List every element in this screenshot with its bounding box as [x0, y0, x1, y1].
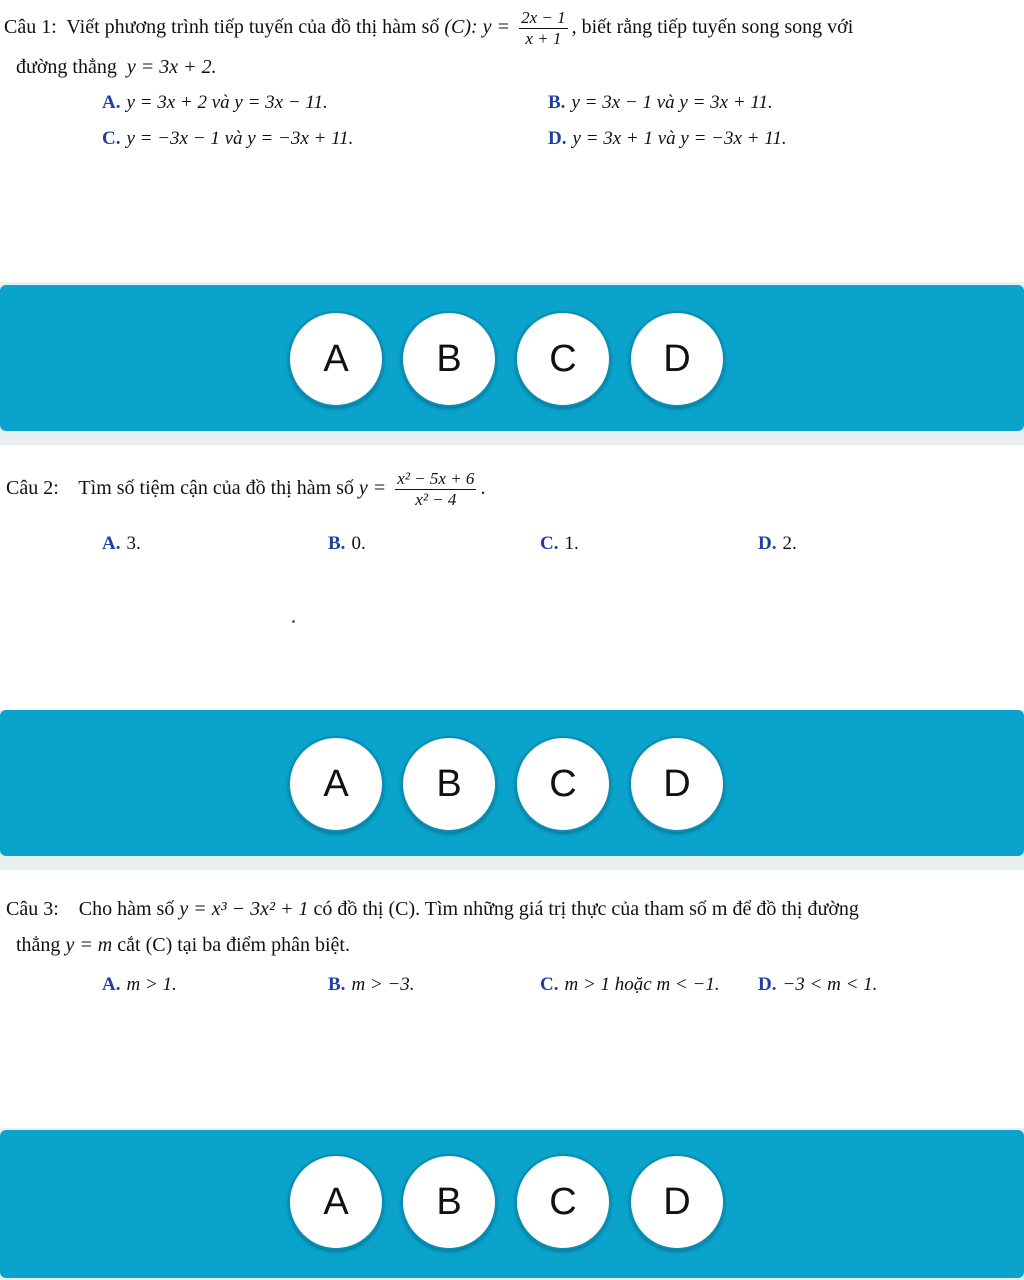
question-1-line-2: đường thẳng y = 3x + 2. — [16, 56, 217, 78]
question-1-option-b: B. y = 3x − 1 và y = 3x + 11. — [548, 92, 773, 113]
answer-c-button[interactable]: C — [515, 311, 611, 407]
question-2-line-1: Câu 2: Tìm số tiệm cận của đồ thị hàm số y = $\frac{\text{x² − 5x + 6}}{\text{x² − 4}}$ . — [6, 469, 486, 509]
question-3-option-c: C. m > 1 hoặc m < −1. — [540, 974, 720, 995]
question-1-fraction: $\frac{2x - 1}{x + 1}$ — [521, 8, 566, 48]
answer-b-button[interactable]: B — [401, 311, 497, 407]
question-1-text-after: , biết rằng tiếp tuyến song song với — [571, 16, 854, 39]
question-3-line-2: thẳng y = m cắt (C) tại ba điểm phân biệt. — [16, 934, 350, 956]
question-2-fraction: $\frac{\text{x² − 5x + 6}}{\text{x² − 4}}$ — [397, 469, 475, 509]
answer-d-button[interactable]: D — [629, 311, 725, 407]
answer-b-button[interactable]: B — [401, 1154, 497, 1250]
question-3-option-b: B. m > −3. — [328, 974, 415, 995]
question-2-text: Tìm số tiệm cận của đồ thị hàm số — [78, 477, 354, 500]
answer-a-button[interactable]: A — [288, 1154, 384, 1250]
answer-d-button[interactable]: D — [629, 1154, 725, 1250]
answer-c-button[interactable]: C — [515, 736, 611, 832]
answer-a-button[interactable]: A — [288, 736, 384, 832]
question-1-number: Câu 1: — [4, 16, 57, 39]
question-1-fn-prefix: (C): y = — [444, 16, 511, 39]
question-card-1 — [0, 0, 1024, 282]
question-1-option-c: C. y = −3x − 1 và y = −3x + 11. — [102, 128, 354, 149]
answer-a-button[interactable]: A — [288, 311, 384, 407]
stray-dot — [292, 620, 295, 623]
question-2-option-a: A. 3. — [102, 533, 141, 554]
question-3-line-1: Câu 3: Cho hàm số y = x³ − 3x² + 1 có đồ thị (C). Tìm những giá trị thực của tham số m để đồ thị đường — [6, 898, 859, 920]
question-2-option-b: B. 0. — [328, 533, 366, 554]
question-1-option-a: A. y = 3x + 2 và y = 3x − 11. — [102, 92, 328, 113]
question-2-number: Câu 2: — [6, 477, 59, 500]
answer-band-2 — [0, 710, 1024, 856]
question-2-option-c: C. 1. — [540, 533, 579, 554]
question-3-number: Câu 3: — [6, 898, 59, 920]
question-1-option-d: D. y = 3x + 1 và y = −3x + 11. — [548, 128, 787, 149]
question-1-text: Viết phương trình tiếp tuyến của đồ thị hàm số — [66, 16, 440, 39]
answer-c-button[interactable]: C — [515, 1154, 611, 1250]
answer-b-button[interactable]: B — [401, 736, 497, 832]
question-card-3 — [0, 870, 1024, 1128]
question-3-function: y = x³ − 3x² + 1 — [179, 898, 309, 920]
answer-band-3 — [0, 1130, 1024, 1278]
answer-d-button[interactable]: D — [629, 736, 725, 832]
answer-band-1 — [0, 285, 1024, 431]
question-3-option-d: D. −3 < m < 1. — [758, 974, 878, 995]
question-3-option-a: A. m > 1. — [102, 974, 177, 995]
question-1-line-1 — [4, 8, 853, 49]
question-2-option-d: D. 2. — [758, 533, 797, 554]
question-card-2 — [0, 445, 1024, 710]
